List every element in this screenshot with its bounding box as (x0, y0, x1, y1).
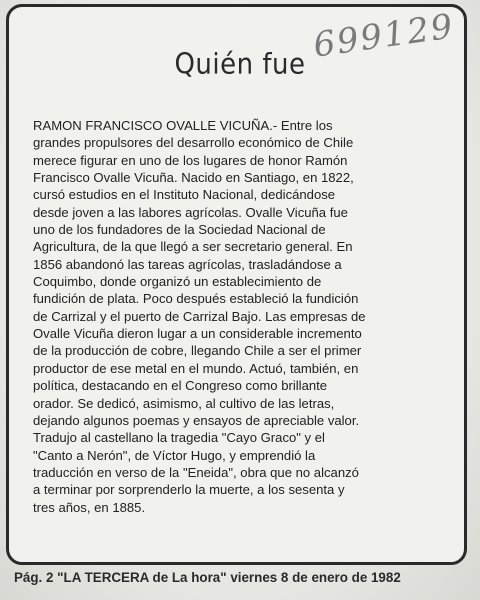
article-line: RAMON FRANCISCO OVALLE VICUÑA.- Entre los (33, 118, 333, 133)
article-line: Francisco Ovalle Vicuña. Nacido en Santiago, en 1822, (33, 170, 354, 186)
article-body (33, 117, 461, 516)
article-line: traducción en verso de la "Eneida", obra que no alcanzó (33, 464, 359, 480)
article-line: de Carrizal y el puerto de Carrizal Bajo. Las empresas de (33, 308, 366, 324)
handwritten-archive-number: 699129 (310, 6, 457, 66)
article-line: Agricultura, de la que llegó a ser secretario general. En (33, 239, 353, 255)
article-line: productor de ese metal en el mundo. Actuó, también, en (33, 360, 359, 376)
article-line: orador. Se dedicó, asimismo, al cultivo de las letras, (33, 395, 335, 411)
article-line: a terminar por sorprenderlo la muerte, a los sesenta y (33, 482, 345, 498)
article-title: Quién fue (174, 48, 306, 82)
article-line: dejando algunos poemas y ensayos de apreciable valor. (33, 412, 360, 428)
article-line: merece figurar en uno de los lugares de honor Ramón (33, 152, 348, 168)
article-line: Coquimbo, donde organizó un establecimiento de (33, 274, 322, 290)
article-line: Ovalle Vicuña dieron lugar a un considerable incremento (33, 326, 362, 342)
page-footer: Pág. 2 "LA TERCERA de La hora" viernes 8 de enero de 1982 (14, 570, 401, 585)
article-line: Tradujo al castellano la tragedia "Cayo Graco" y el (33, 430, 325, 446)
article-line: 1856 abandonó las tareas agrícolas, trasladándose a (33, 256, 342, 272)
article-line: desde joven a las labores agrícolas. Ovalle Vicuña fue (33, 204, 348, 220)
article-line: política, destacando en el Congreso como brillante (33, 378, 328, 394)
article-line: tres años, en 1885. (33, 499, 146, 515)
article-line: cursó estudios en el Instituto Nacional, dedicándose (33, 187, 336, 203)
article-line: grandes propulsores del desarrollo económico de Chile (33, 135, 354, 151)
article-line: uno de los fundadores de la Sociedad Nacional de (33, 222, 326, 238)
article-line: "Canto a Nerón", de Víctor Hugo, y emprendió la (33, 447, 316, 463)
article-line: de la producción de cobre, llegando Chile a ser el primer (33, 343, 362, 359)
article-line: fundición de plata. Poco después estableció la fundición (33, 291, 359, 307)
